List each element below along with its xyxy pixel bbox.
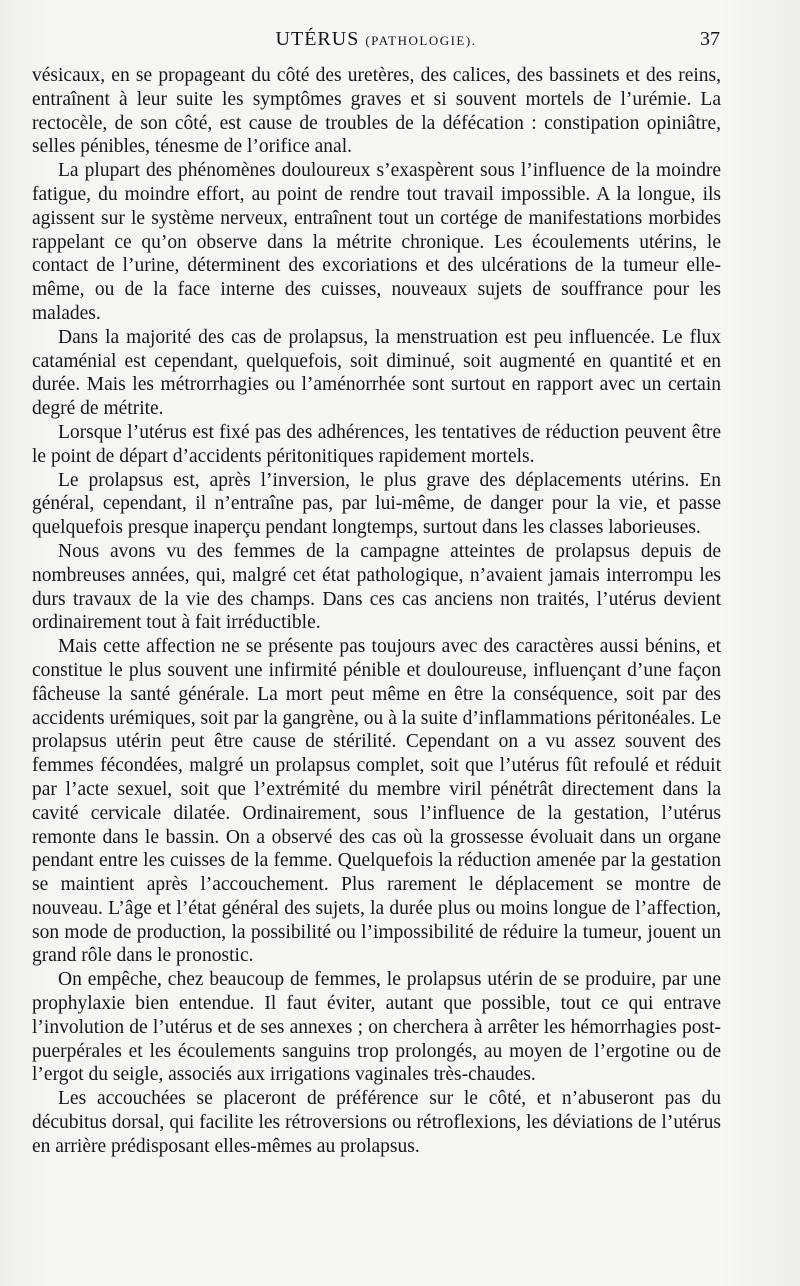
- paragraph: Dans la majorité des cas de prolapsus, la menstruation est peu influencée. Le flux cataménial est cependant, quelquefois, soit diminué, soit augmenté en quantité et en durée. Mais les métrorrhagies ou l’aménorrhée sont surtout en rapport avec un certain degré de métrite.: [32, 326, 721, 420]
- paragraph: Les accouchées se placeront de préférence sur le côté, et n’abuseront pas du décubitus dorsal, qui facilite les rétroversions ou rétroflexions, les déviations de l’utérus en arrière prédisposant elles-mêmes au prolapsus.: [32, 1088, 721, 1157]
- page-number: 37: [700, 28, 720, 50]
- paragraph-continued: vésicaux, en se propageant du côté des uretères, des calices, des bassinets et des reins, entraînent à leur suite les symptômes graves et si souvent mortels de l’urémie. La rectocèle, de son côté, est cause de troubles de la défécation : constipation opiniâtre, selles pénibles, ténesme de l’orifice anal.: [32, 65, 721, 158]
- paragraph: Nous avons vu des femmes de la campagne atteintes de prolapsus depuis de nombreuses années, qui, malgré cet état pathologique, n’avaient jamais interrompu les durs travaux de la vie des champs. Dans ces cas anciens non traités, l’utérus devient ordinairement tout à fait irréductible.: [32, 540, 721, 634]
- running-title-main: UTÉRUS: [275, 28, 360, 50]
- running-header: [32, 26, 720, 54]
- paragraph: Mais cette affection ne se présente pas toujours avec des caractères aussi bénins, et constitue le plus souvent une infirmité pénible et douloureuse, influençant d’une façon fâcheuse la santé générale. La mort peut même en être la conséquence, soit par des accidents urémiques, soit par la gangrène, ou à la suite d’inflammations péritonéales. Le prolapsus utérin peut être cause de stérilité. Cependant on a vu assez souvent des femmes fécondées, malgré un prolapsus complet, soit que l’utérus fût refoulé et réduit par l’acte sexuel, soit que l’extrémité du membre viril pénétrât directement dans la cavité cervicale dilatée. Ordinairement, sous l’influence de la gestation, l’utérus remonte dans le bassin. On a observé des cas où la grossesse évoluait dans un organe pendant entre les cuisses de la femme. Quelquefois la réduction amenée par la gestation se maintient après l’accouchement. Plus rarement le déplacement se montre de nouveau. L’âge et l’état général des sujets, la durée plus ou moins longue de l’affection, son mode de production, la possibilité ou l’impossibilité de réduire la tumeur, jouent un grand rôle dans le pronostic.: [32, 636, 721, 967]
- paragraph: Le prolapsus est, après l’inversion, le plus grave des déplacements utérins. En général, cependant, il n’entraîne pas, par lui-même, de danger pour la vie, et passe quelquefois presque inaperçu pendant longtemps, surtout dans les classes laborieuses.: [32, 469, 721, 539]
- body-text: [32, 64, 721, 1159]
- running-title-sub: (PATHOLOGIE).: [365, 33, 477, 48]
- paragraph: On empêche, chez beaucoup de femmes, le prolapsus utérin de se produire, par une prophylaxie bien entendue. Il faut éviter, autant que possible, tout ce qui entrave l’involution de l’utérus et de ses annexes ; on cherchera à arrêter les hémorrhagies post-puerpérales et les écoulements sanguins trop prolongés, au moyen de l’ergotine ou de l’ergot du seigle, associés aux irrigations vaginales très-chaudes.: [32, 969, 721, 1086]
- running-title: [32, 28, 720, 51]
- paragraph: La plupart des phénomènes douloureux s’exaspèrent sous l’influence de la moindre fatigue, du moindre effort, au point de rendre tout travail impossible. A la longue, ils agissent sur le système nerveux, entraînent tout un cortége de manifestations morbides rappelant ce qu’on observe dans la métrite chronique. Les écoulements utérins, le contact de l’urine, déterminent des excoriations et des ulcérations de la tumeur elle-même, ou de la face interne des cuisses, nouveaux sujets de souffrance pour les malades.: [32, 160, 721, 324]
- paragraph: Lorsque l’utérus est fixé pas des adhérences, les tentatives de réduction peuvent être le point de départ d’accidents péritonitiques rapidement mortels.: [32, 421, 721, 467]
